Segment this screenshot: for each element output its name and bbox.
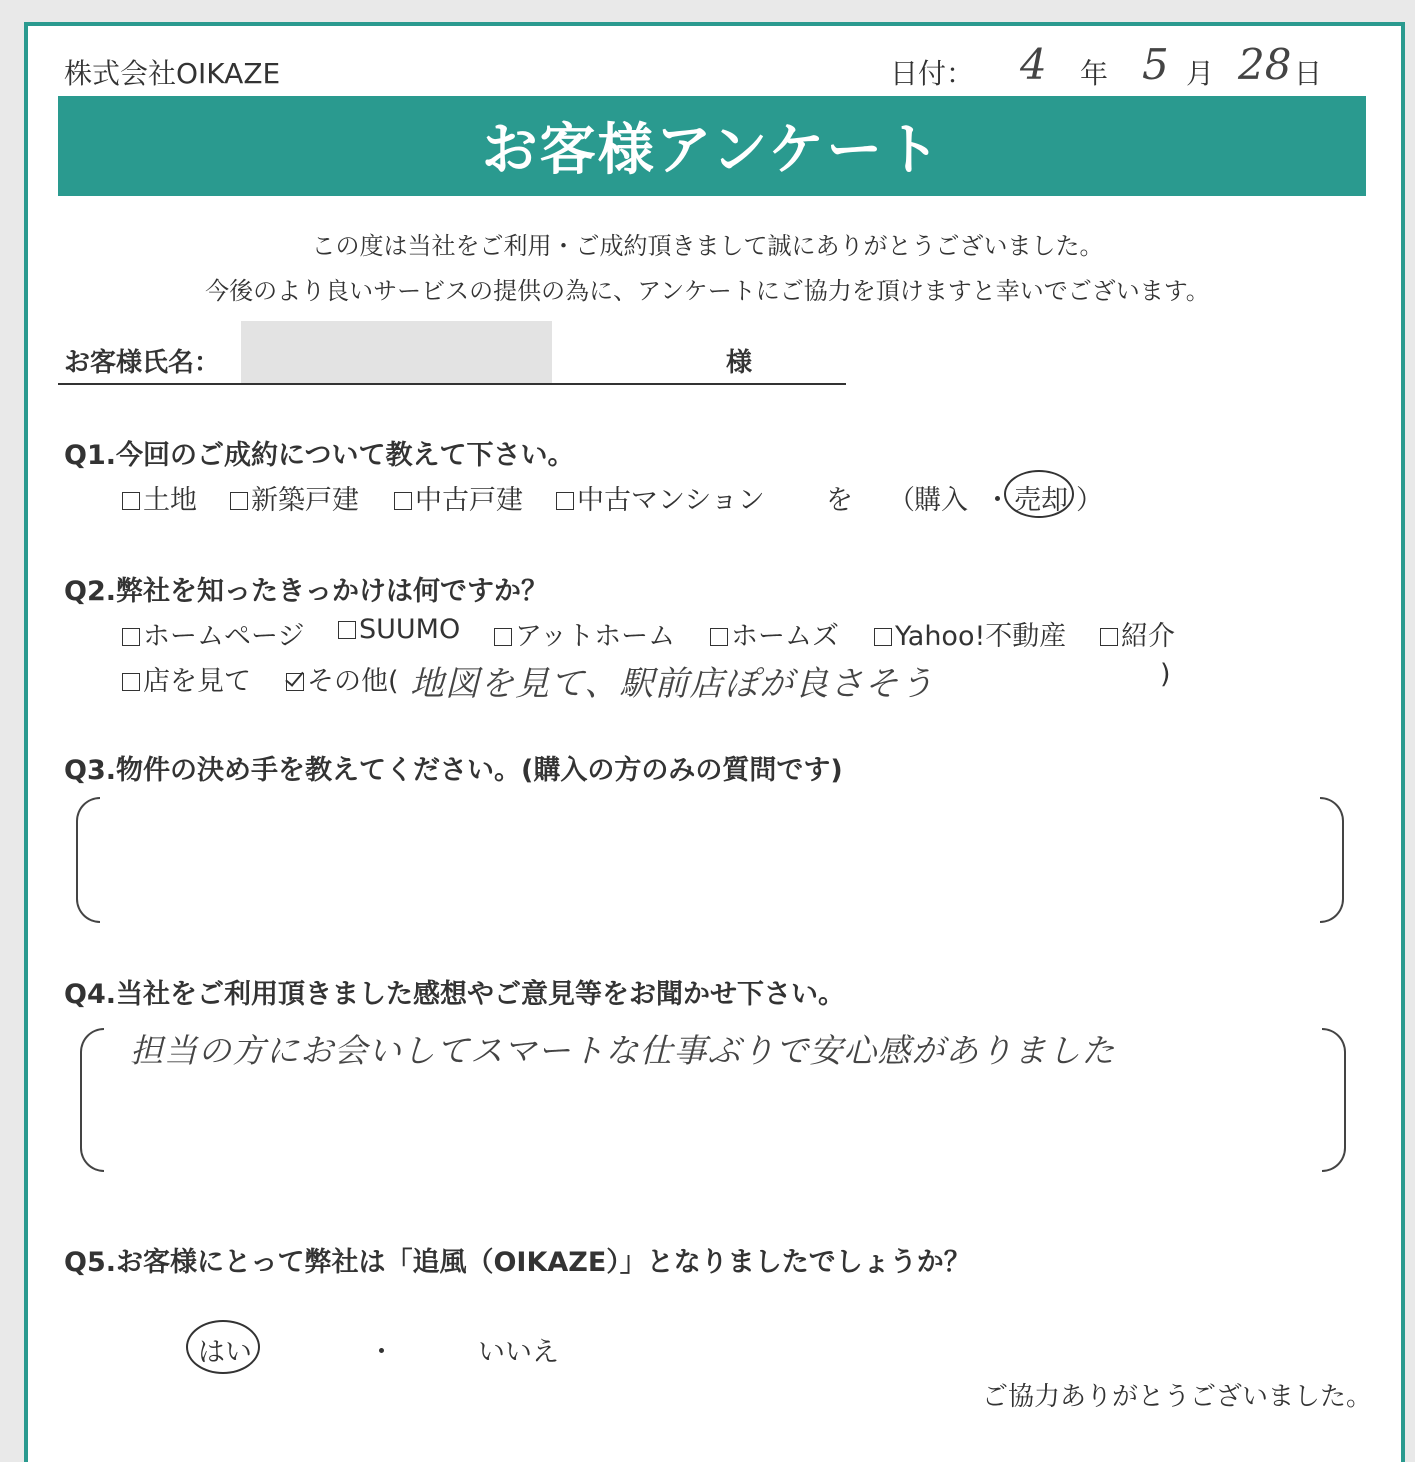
q4-answer[interactable]: 担当の方にお会いしてスマートな仕事ぶりで安心感がありました (130, 1031, 1116, 1070)
q1-title: Q1.今回のご成約について教えて下さい。 (64, 440, 575, 471)
checkbox[interactable] (338, 621, 356, 639)
q3-answer-bracket-left (76, 797, 100, 923)
q5-dot: ・ (368, 1337, 395, 1368)
q1-option-buy[interactable]: 購入 (914, 485, 968, 516)
q2-option-suumo-label: SUUMO (359, 614, 461, 645)
q5-option-yes[interactable]: はい (198, 1337, 252, 1368)
intro-line-1: この度は当社をご利用・ご成約頂きまして誠にありがとうございました。 (311, 232, 1104, 260)
q1-option-used-mansion[interactable] (556, 478, 765, 517)
q3-title: Q3.物件の決め手を教えてください。(購入の方のみの質問です) (64, 755, 843, 786)
date-label: 日付： (890, 57, 975, 90)
q2-option-store-label: 店を見て (143, 666, 251, 697)
q1-option-land-label: 土地 (143, 485, 197, 516)
page-title: お客様アンケート (481, 118, 943, 183)
title-banner (58, 96, 1366, 196)
name-underline (58, 383, 846, 385)
checkbox[interactable] (394, 492, 412, 510)
selection-circle-q1 (1004, 470, 1074, 518)
checkbox[interactable] (710, 628, 728, 646)
q1-option-new-house-label: 新築戸建 (251, 485, 359, 516)
q1-option-used-mansion-label: 中古マンション (577, 485, 765, 516)
q2-option-other-label: その他( (307, 666, 399, 697)
customer-name-suffix: 様 (726, 348, 753, 378)
q2-option-athome-label: アットホーム (515, 621, 676, 652)
checkbox[interactable] (494, 628, 512, 646)
q2-option-other[interactable] (286, 659, 399, 698)
selection-circle-q5 (186, 1320, 260, 1374)
q5-option-no[interactable]: いいえ (478, 1337, 559, 1368)
q2-option-yahoo-label: Yahoo!不動産 (895, 621, 1067, 652)
q2-title: Q2.弊社を知ったきっかけは何ですか？ (64, 576, 548, 607)
q2-option-homes-label: ホームズ (731, 621, 839, 652)
q2-option-suumo[interactable] (338, 614, 460, 645)
q1-option-new-house[interactable] (230, 478, 359, 517)
q1-paren-open: （ (888, 485, 915, 516)
date-month-value: 5 (1142, 40, 1169, 89)
q4-answer-bracket-right (1322, 1028, 1346, 1172)
q4-answer-bracket-left (80, 1028, 104, 1172)
footer-thanks: ご協力ありがとうございました。 (982, 1382, 1373, 1412)
checkbox-checked[interactable] (286, 673, 304, 691)
q3-answer-bracket-right (1320, 797, 1344, 923)
q2-option-referral[interactable] (1100, 614, 1175, 653)
q2-option-homes[interactable] (710, 614, 839, 653)
date-month-unit: 月 (1186, 57, 1215, 90)
q1-option-used-house[interactable] (394, 478, 523, 517)
q2-option-yahoo[interactable] (874, 614, 1066, 653)
checkbox[interactable] (122, 492, 140, 510)
q4-title: Q4.当社をご利用頂きました感想やご意見等をお聞かせ下さい。 (64, 979, 845, 1010)
q2-option-referral-label: 紹介 (1121, 621, 1175, 652)
q1-connector: を (826, 485, 853, 516)
q1-option-land[interactable] (122, 478, 197, 517)
q1-option-used-house-label: 中古戸建 (415, 485, 523, 516)
q2-other-answer: 地図を見て、駅前店ぽが良さそう (410, 664, 935, 704)
q1-paren-close: ） (1076, 485, 1103, 516)
date-year-value: 4 (1020, 40, 1047, 89)
q2-other-close: ) (1160, 659, 1171, 690)
intro-line-2: 今後のより良いサービスの提供の為に、アンケートにご協力を頂けますと幸いでございます。 (205, 277, 1210, 305)
customer-name-label: お客様氏名： (64, 348, 221, 378)
q1-option-sell[interactable]: 売却 (1014, 485, 1068, 516)
q2-option-athome[interactable] (494, 614, 675, 653)
q2-option-store[interactable] (122, 659, 251, 698)
checkbox[interactable] (556, 492, 574, 510)
q2-option-homepage[interactable] (122, 614, 304, 653)
checkbox[interactable] (122, 628, 140, 646)
q1-dot: ・ (984, 485, 1011, 516)
date-day-unit: 日 (1294, 57, 1323, 90)
checkbox[interactable] (874, 628, 892, 646)
checkbox[interactable] (1100, 628, 1118, 646)
customer-name-redacted (241, 321, 552, 383)
q2-option-homepage-label: ホームページ (143, 621, 305, 652)
checkbox[interactable] (122, 673, 140, 691)
date-day-value: 28 (1238, 40, 1292, 89)
date-year-unit: 年 (1080, 57, 1109, 90)
company-name: 株式会社OIKAZE (64, 57, 281, 90)
q5-title: Q5.お客様にとって弊社は「追風（OIKAZE）」となりましたでしょうか？ (64, 1247, 971, 1278)
checkbox[interactable] (230, 492, 248, 510)
